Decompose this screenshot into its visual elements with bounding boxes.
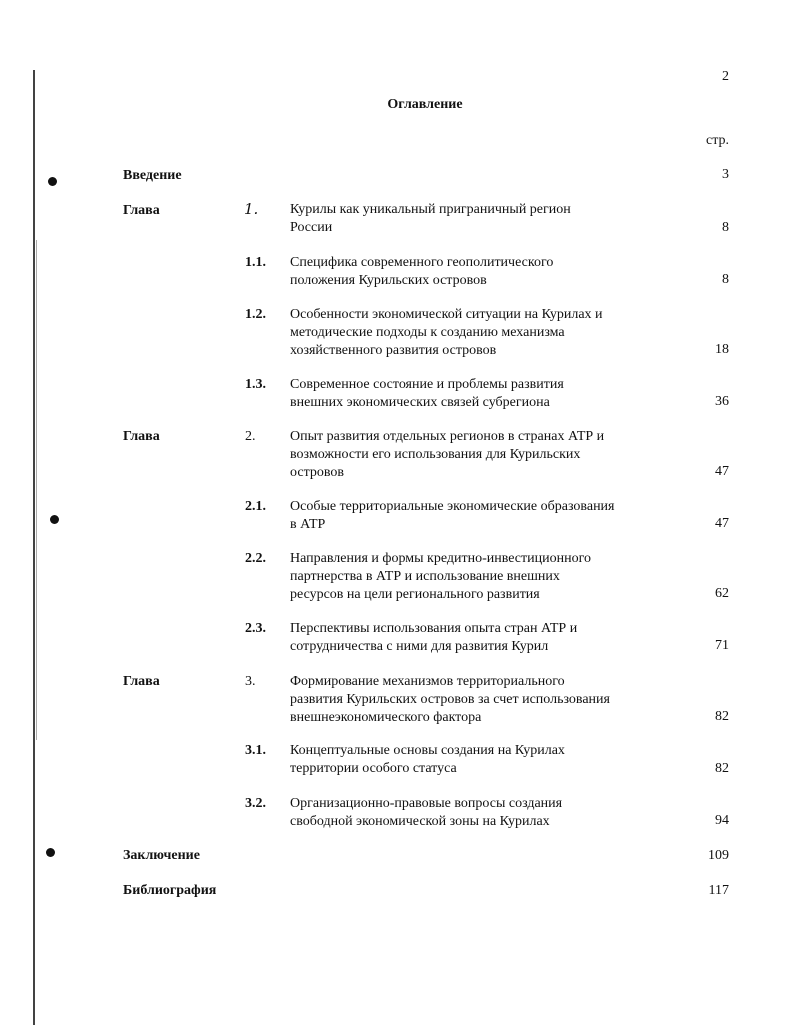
section-title: Перспективы использования опыта стран АТР и сотрудничества с ними для развития Курил (290, 621, 578, 654)
chapter-title: Формирование механизмов территориального развития Курильских островов за счет использования внешнеэкономического фактора (290, 674, 610, 725)
section-number: 3.2. (245, 796, 266, 811)
page-number: 2 (722, 69, 729, 84)
section-title: Особенности экономической ситуации на Курилах и методические подходы к созданию механизма хозяйственного развития островов (290, 307, 603, 358)
section-page: 82 (715, 761, 729, 776)
chapter-title: Курилы как уникальный приграничный регион России (290, 202, 571, 235)
section-title: Современное состояние и проблемы развития внешних экономических связей субрегиона (290, 377, 564, 410)
bibliography-page: 117 (708, 883, 729, 898)
intro-label: Введение (123, 168, 182, 183)
section-page: 36 (715, 394, 729, 409)
section-title: Направления и формы кредитно-инвестиционного партнерства в АТР и использование внешних ресурсов на цели регионального развития (290, 551, 591, 602)
chapter-page: 47 (715, 464, 729, 479)
chapter-label: Глава (123, 429, 160, 444)
chapter-page: 8 (722, 220, 729, 235)
section-page: 71 (715, 638, 729, 653)
section-number: 2.2. (245, 551, 266, 566)
conclusion-label: Заключение (123, 848, 200, 863)
ink-blot (50, 515, 59, 524)
page-title: Оглавление (387, 97, 463, 112)
chapter-number: 1. (244, 200, 259, 218)
section-page: 62 (715, 586, 729, 601)
chapter-label: Глава (123, 674, 160, 689)
section-page: 18 (715, 342, 729, 357)
section-number: 2.3. (245, 621, 266, 636)
intro-page: 3 (722, 167, 729, 182)
section-number: 1.3. (245, 377, 266, 392)
section-title: Особые территориальные экономические образования в АТР (290, 499, 615, 532)
page-column-label: стр. (705, 133, 729, 148)
ink-blot (48, 177, 57, 186)
section-title: Концептуальные основы создания на Курилах территории особого статуса (290, 743, 565, 776)
section-number: 2.1. (245, 499, 266, 514)
chapter-title: Опыт развития отдельных регионов в странах АТР и возможности его использования для Курильских островов (290, 429, 605, 480)
section-number: 1.2. (245, 307, 266, 322)
section-number: 3.1. (245, 743, 266, 758)
conclusion-page: 109 (708, 848, 729, 863)
chapter-number: 2. (245, 429, 256, 444)
section-page: 47 (715, 516, 729, 531)
chapter-label: Глава (123, 203, 160, 218)
section-title: Специфика современного геополитического положения Курильских островов (290, 255, 554, 288)
section-title: Организационно-правовые вопросы создания свободной экономической зоны на Курилах (290, 796, 563, 829)
ink-blot (46, 848, 55, 857)
section-page: 94 (715, 813, 729, 828)
section-page: 8 (722, 272, 729, 287)
chapter-number: 3. (245, 674, 256, 689)
bibliography-label: Библиография (123, 883, 217, 898)
scan-edge-line (33, 70, 35, 1025)
scan-edge-line-faint (36, 240, 37, 740)
chapter-page: 82 (715, 709, 729, 724)
section-number: 1.1. (245, 255, 266, 270)
